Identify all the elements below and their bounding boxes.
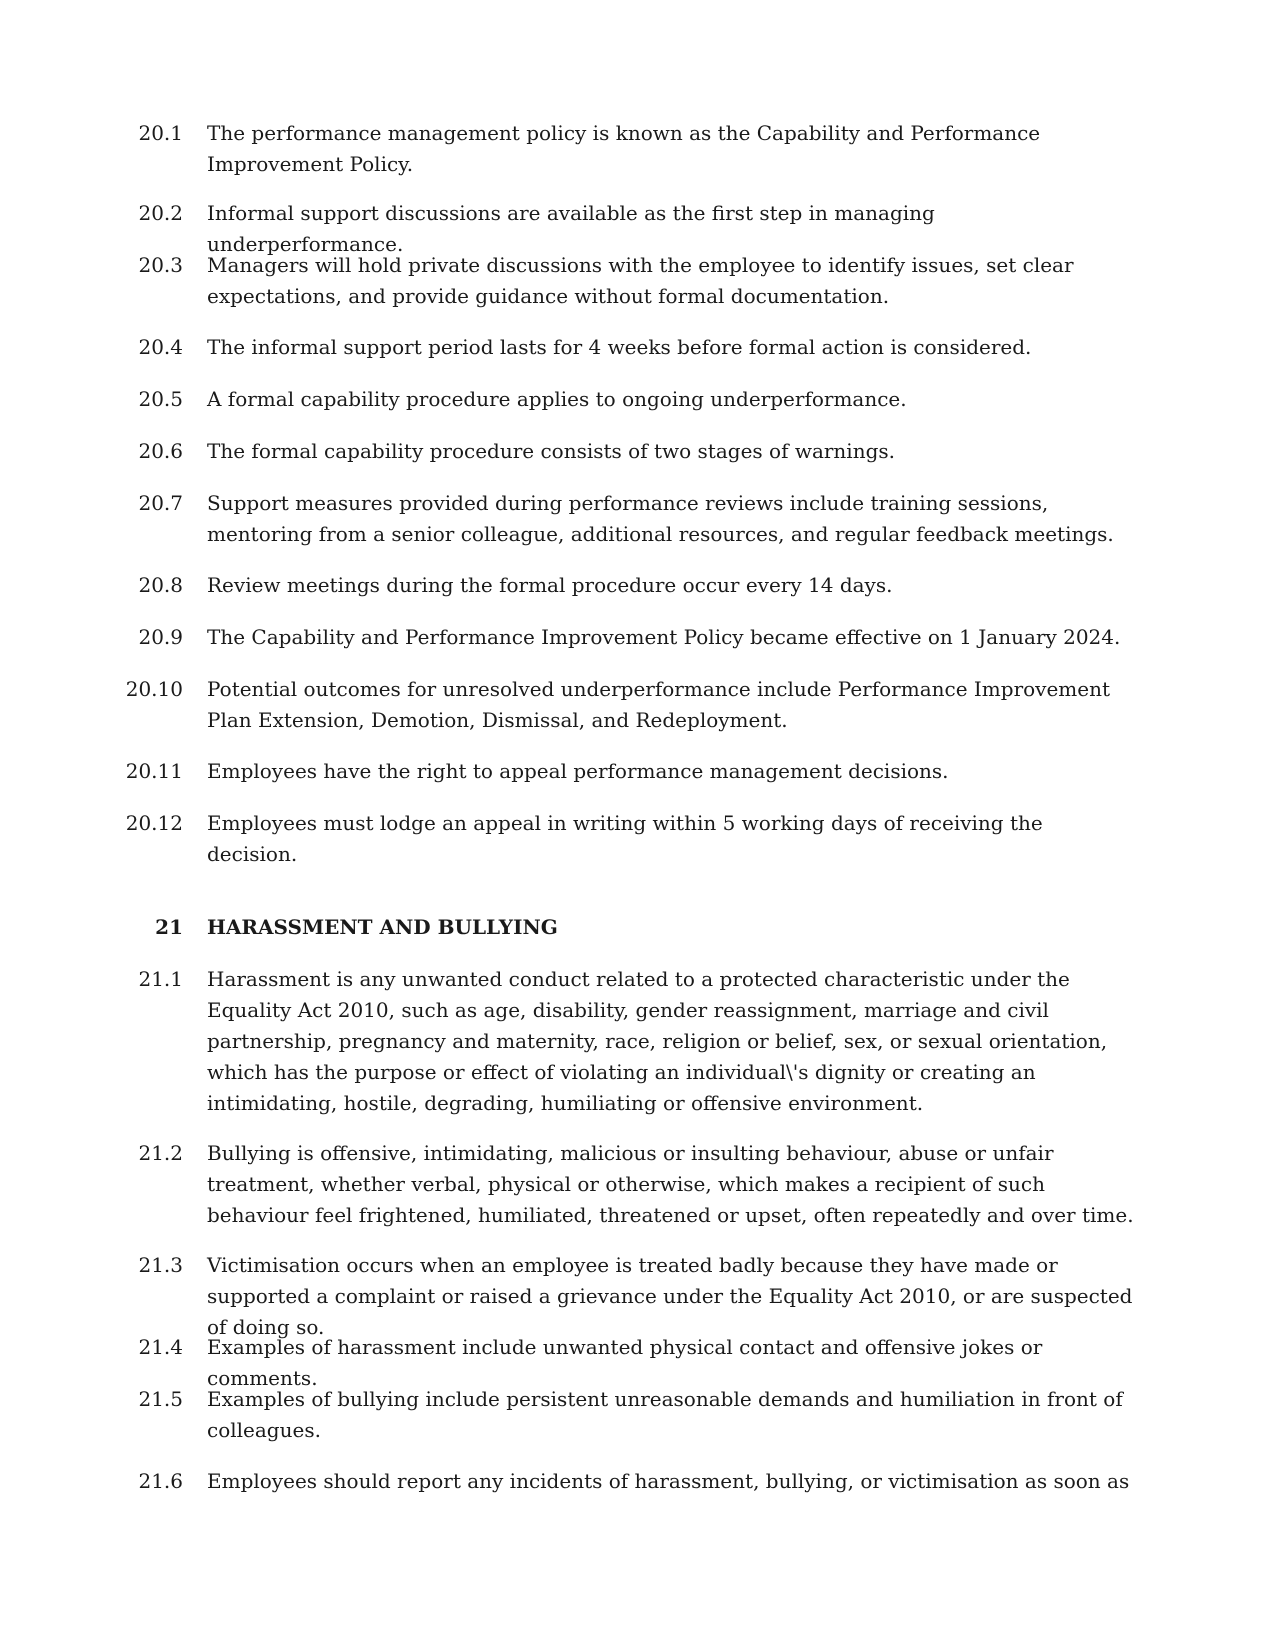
- clause-number: 20.7: [138, 491, 183, 515]
- clause-number: 20.11: [125, 759, 183, 783]
- clause-text: Victimisation occurs when an employee is treated badly because they have made or supported a complaint or raised a grievance under the Equality Act 2010, or are suspected of doing so.: [207, 1253, 1133, 1339]
- clause-number: 20.12: [125, 811, 183, 835]
- clause-number: 20.2: [138, 201, 183, 225]
- clause-number: 20.5: [138, 387, 183, 411]
- clause-number: 21.5: [138, 1387, 183, 1411]
- clause-number: 20.9: [138, 625, 183, 649]
- clause-text: Examples of bullying include persistent unreasonable demands and humiliation in front of colleagues.: [207, 1387, 1123, 1442]
- clause-text: Review meetings during the formal procedure occur every 14 days.: [207, 573, 893, 597]
- clause-text: Employees should report any incidents of harassment, bullying, or victimisation as soon as: [207, 1469, 1130, 1493]
- clause-text: Examples of harassment include unwanted physical contact and offensive jokes or comments.: [207, 1335, 1043, 1390]
- clause-number: 21.6: [138, 1469, 183, 1493]
- section-number: 21: [155, 915, 183, 939]
- clause-number: 20.10: [125, 677, 183, 701]
- clause-number: 20.6: [138, 439, 183, 463]
- clause-text: Informal support discussions are available as the first step in managing underperformance.: [207, 201, 935, 256]
- clause-text: Support measures provided during performance reviews include training sessions, mentoring from a senior colleague, additional resources, and regular feedback meetings.: [207, 491, 1114, 546]
- section-title: HARASSMENT AND BULLYING: [207, 915, 558, 939]
- clause-text: Harassment is any unwanted conduct related to a protected characteristic under the Equality Act 2010, such as age, disability, gender reassignment, marriage and civil partnership, pregnancy and maternity, race, religion or belief, sex, or sexual orientation, which has the purpose or effect of violating an individual\'s dignity or creating an intimidating, hostile, degrading, humiliating or offensive environment.: [207, 967, 1108, 1115]
- clause-text: The formal capability procedure consists of two stages of warnings.: [207, 439, 896, 463]
- clause-text: Managers will hold private discussions with the employee to identify issues, set clear expectations, and provide guidance without formal documentation.: [207, 253, 1074, 308]
- clause-text: Employees have the right to appeal performance management decisions.: [207, 759, 949, 783]
- clause-text: The Capability and Performance Improvement Policy became effective on 1 January 2024.: [207, 625, 1121, 649]
- clause-number: 21.4: [138, 1335, 183, 1359]
- clause-text: Employees must lodge an appeal in writing within 5 working days of receiving the decision.: [207, 811, 1043, 866]
- clause-text: The informal support period lasts for 4 weeks before formal action is considered.: [207, 335, 1032, 359]
- clause-number: 21.2: [138, 1141, 183, 1165]
- clause-number: 21.1: [138, 967, 183, 991]
- clause-number: 20.3: [138, 253, 183, 277]
- clause-number: 21.3: [138, 1253, 183, 1277]
- clause-number: 20.1: [138, 121, 183, 145]
- clause-text: The performance management policy is known as the Capability and Performance Improvement Policy.: [207, 121, 1041, 176]
- clause-text: Potential outcomes for unresolved underperformance include Performance Improvement Plan Extension, Demotion, Dismissal, and Redeployment.: [207, 677, 1111, 732]
- clause-text: A formal capability procedure applies to ongoing underperformance.: [207, 387, 907, 411]
- clause-text: Bullying is offensive, intimidating, malicious or insulting behaviour, abuse or unfair treatment, whether verbal, physical or otherwise, which makes a recipient of such behaviour feel frightened, humiliated, threatened or upset, often repeatedly and over time.: [207, 1141, 1134, 1227]
- clause-number: 20.8: [138, 573, 183, 597]
- clause-number: 20.4: [138, 335, 183, 359]
